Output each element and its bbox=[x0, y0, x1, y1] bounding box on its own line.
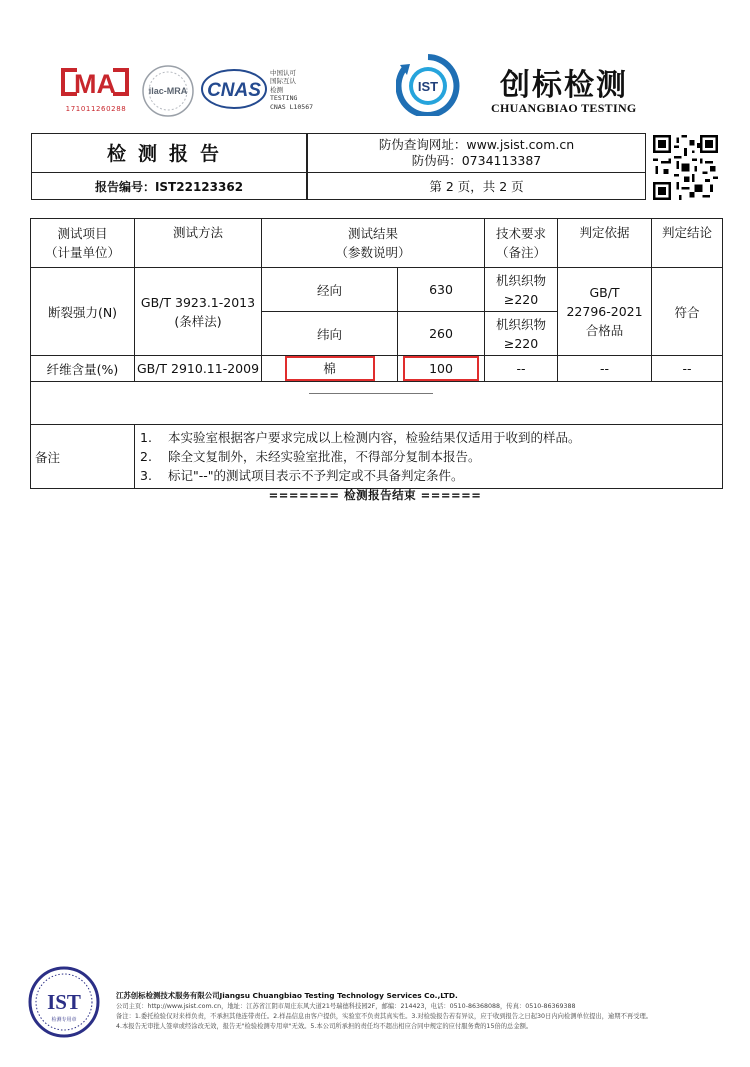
qr-code bbox=[653, 135, 718, 200]
ist-brand-logo bbox=[396, 54, 460, 116]
testing-seal-icon bbox=[28, 966, 100, 1038]
tensile-conclusion: 符合 bbox=[652, 268, 723, 356]
warp-requirement: 机织织物 ≥220 bbox=[485, 268, 558, 312]
highlight-box-value: 100 bbox=[403, 356, 479, 381]
note-item: 2. 除全文复制外，未经实验室批准，不得部分复制本报告。 bbox=[140, 449, 481, 464]
footer-note-2: 4.本报告无审批人签章或经涂改无效，报告无"检验检测专用章"无效。5.本公司所承担的责任均不超出相应合同中规定的应付服务费的15倍的总金额。 bbox=[116, 1023, 533, 1030]
svg-text:CNAS: CNAS bbox=[207, 80, 261, 101]
header-conclusion: 判定结论 bbox=[652, 219, 723, 268]
blank-row-rule bbox=[309, 393, 433, 394]
note-item: 1. 本实验室根据客户要求完成以上检测内容，检验结果仅适用于收到的样品。 bbox=[140, 430, 581, 445]
fiber-method: GB/T 2910.11-2009 bbox=[135, 356, 262, 382]
test-results-table bbox=[30, 218, 723, 489]
svg-text:检测专用章: 检测专用章 bbox=[51, 1017, 77, 1023]
cnas-accreditation-text: 中国认可 国际互认 检测 TESTING CNAS L10567 bbox=[270, 69, 314, 111]
weft-requirement: 机织织物 ≥220 bbox=[485, 312, 558, 356]
fiber-value bbox=[398, 356, 485, 382]
fiber-conclusion: -- bbox=[652, 356, 723, 382]
ilac-mra-logo bbox=[141, 64, 195, 118]
table-row bbox=[31, 356, 723, 382]
verify-code: 防伪码：0734113387 bbox=[411, 153, 542, 168]
anti-fake-info bbox=[308, 137, 645, 169]
footer-note-1: 备注：1.委托检验仅对来样负责，不承担其他连带责任。2.样品信息由客户提供，实验室不负责其真实性。3.对检验报告若有异议，应于收到报告之日起30日内向检测单位提出，逾期不再受理。 bbox=[116, 1013, 653, 1020]
fiber-item: 纤维含量(%) bbox=[31, 356, 135, 382]
page-info: 第 2 页，共 2 页 bbox=[429, 179, 524, 194]
svg-text:MA: MA bbox=[74, 69, 116, 99]
verify-url: 防伪查询网址：www.jsist.com.cn bbox=[378, 137, 575, 152]
report-end-marker: ======= 检测报告结束 ====== bbox=[268, 488, 482, 502]
weft-label: 纬向 bbox=[262, 312, 398, 356]
header-item: 测试项目 （计量单位） bbox=[31, 219, 135, 268]
notes-row bbox=[31, 425, 723, 489]
table-header-row bbox=[31, 219, 723, 268]
footer-contact: 公司主页：http://www.jsist.com.cn，地址：江苏省江阴市周庄东风大道21号瑞德科技园2F，邮编：214423，电话：0510-86368088，传真：0510-86369388 bbox=[116, 1003, 576, 1010]
tensile-basis: GB/T 22796-2021 合格品 bbox=[558, 268, 652, 356]
tensile-item: 断裂强力(N) bbox=[31, 268, 135, 356]
notes-label: 备注 bbox=[31, 425, 135, 489]
warp-label: 经向 bbox=[262, 268, 398, 312]
svg-text:ilac-MRA: ilac-MRA bbox=[148, 86, 188, 96]
header-requirement: 技术要求 （备注） bbox=[485, 219, 558, 268]
report-header-box bbox=[31, 133, 646, 200]
brand-name-cn: 创标检测 bbox=[500, 68, 628, 103]
fiber-requirement: -- bbox=[485, 356, 558, 382]
warp-value: 630 bbox=[398, 268, 485, 312]
fiber-param bbox=[262, 356, 398, 382]
weft-value: 260 bbox=[398, 312, 485, 356]
cnas-logo bbox=[200, 68, 268, 110]
report-title: 检测报告 bbox=[106, 143, 231, 165]
svg-text:IST: IST bbox=[417, 79, 439, 94]
report-number: 报告编号：IST22123362 bbox=[94, 180, 244, 194]
highlight-box-param: 棉 bbox=[285, 356, 375, 381]
note-item: 3. 标记"--"的测试项目表示不予判定或不具备判定条件。 bbox=[140, 468, 464, 483]
notes-list bbox=[135, 425, 723, 489]
brand-name-en: CHUANGBIAO TESTING bbox=[491, 101, 637, 115]
tensile-method: GB/T 3923.1-2013 (条样法) bbox=[135, 268, 262, 356]
svg-text:IST: IST bbox=[47, 990, 81, 1014]
cma-number: 171011260288 bbox=[65, 105, 127, 113]
footer-company: 江苏创标检测技术服务有限公司Jiangsu Chuangbiao Testing Technology Services Co.,LTD. bbox=[116, 991, 458, 1000]
blank-row bbox=[31, 382, 723, 425]
header-result: 测试结果 （参数说明） bbox=[262, 219, 485, 268]
cma-logo bbox=[57, 62, 133, 104]
fiber-basis: -- bbox=[558, 356, 652, 382]
table-row bbox=[31, 268, 723, 312]
header-method: 测试方法 bbox=[135, 219, 262, 268]
header-basis: 判定依据 bbox=[558, 219, 652, 268]
